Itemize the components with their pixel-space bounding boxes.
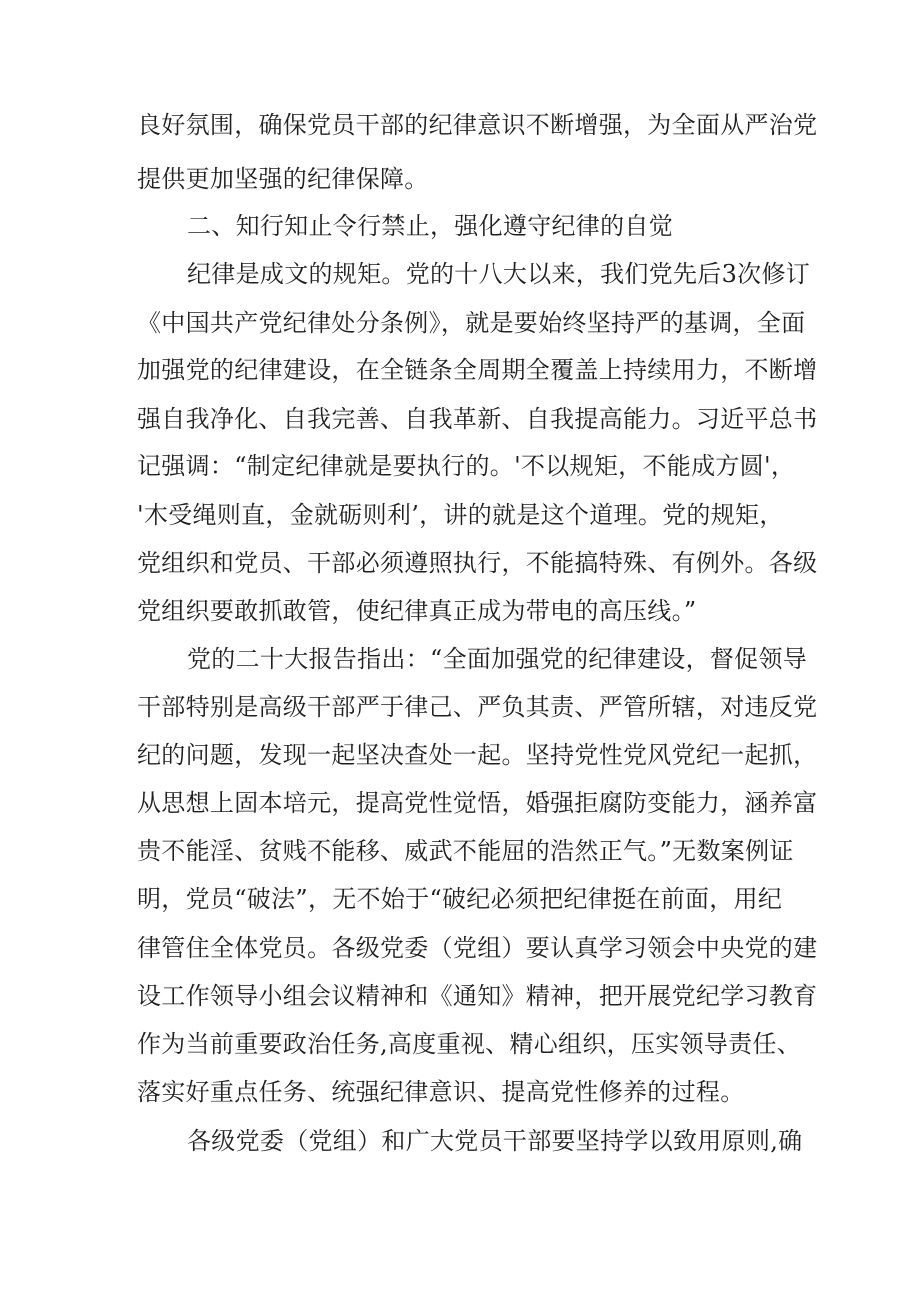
paragraph-line: 明，党员“破法”，无不始于“破纪必须把纪律挺在前面，用纪 [137, 885, 783, 913]
section-heading: 二、知行知止令行禁止，强化遵守纪律的自觉 [187, 212, 673, 240]
paragraph-line: 良好氛围，确保党员干部的纪律意识不断增强，为全面从严治党 [137, 111, 818, 139]
paragraph-line: 加强党的纪律建设，在全链条全周期全覆盖上持续用力，不断增 [137, 356, 818, 384]
paragraph-line: 设工作领导小组会议精神和《通知》精神，把开展党纪学习教育 [137, 982, 818, 1010]
paragraph-line: '木受绳则直，金就砺则利’，讲的就是这个道理。党的规矩， [137, 501, 784, 529]
paragraph-line: 党组织要敢抓敢管，使纪律真正成为带电的高压线。” [137, 597, 697, 625]
paragraph-line: 强自我净化、自我完善、自我革新、自我提高能力。习近平总书 [137, 405, 818, 433]
paragraph-line: 《中国共产党纪律处分条例》，就是要始终坚持严的基调，全面 [137, 309, 806, 337]
paragraph-line: 作为当前重要政治任务,高度重视、精心组织，压实领导责任、 [137, 1030, 802, 1058]
paragraph-line: 记强调：“制定纪律就是要执行的。'不以规矩，不能成方圆'， [137, 452, 796, 480]
paragraph-line: 贵不能淫、贫贱不能移、威武不能屈的浩然正气。”无数案例证 [137, 837, 794, 865]
paragraph-line: 从思想上固本培元，提高党性觉悟，婚强拒腐防变能力，涵养富 [137, 789, 818, 817]
paragraph-line: 各级党委（党组）和广大党员干部要坚持学以致用原则,确 [187, 1127, 803, 1155]
paragraph-line: 提供更加坚强的纪律保障。 [137, 165, 429, 193]
paragraph-line: 律管住全体党员。各级党委（党组）要认真学习领会中央党的建 [137, 934, 818, 962]
paragraph-line: 纪律是成文的规矩。党的十八大以来，我们党先后3次修订 [187, 260, 811, 288]
paragraph-line: 党组织和党员、干部必须遵照执行，不能搞特殊、有例外。各级 [137, 549, 818, 577]
paragraph-line: 纪的问题，发现一起坚决查处一起。坚持党性党风党纪一起抓， [137, 741, 818, 769]
paragraph-line: 干部特别是高级干部严于律己、严负其责、严管所辖，对违反党 [137, 693, 818, 721]
paragraph-line: 党的二十大报告指出：“全面加强党的纪律建设，督促领导 [187, 645, 808, 673]
paragraph-line: 落实好重点任务、统强纪律意识、提高党性修养的过程。 [137, 1078, 745, 1106]
